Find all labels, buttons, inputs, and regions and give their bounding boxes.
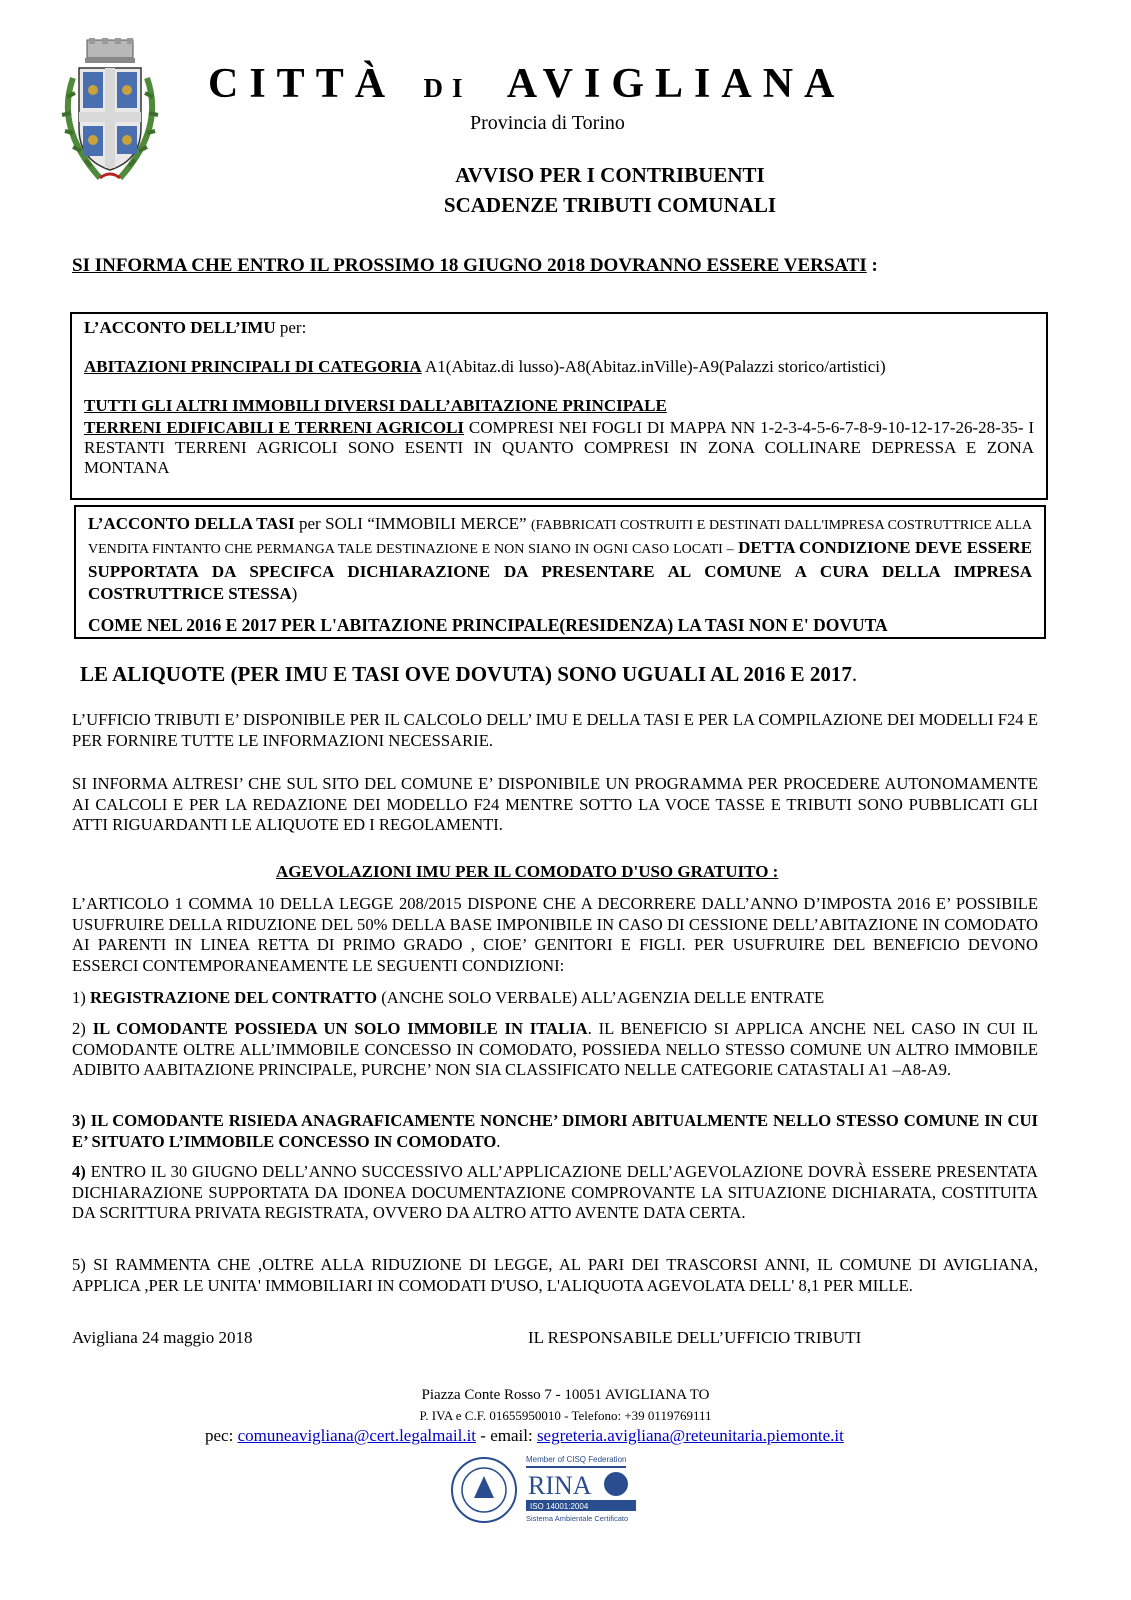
- aliquote-text: LE ALIQUOTE (PER IMU E TASI OVE DOVUTA) SONO UGUALI AL 2016 E 2017: [80, 662, 852, 686]
- imu-intro-per: per:: [279, 318, 307, 337]
- cert-rina-text: RINA: [528, 1471, 592, 1500]
- certification-logos: [450, 1450, 690, 1528]
- inform-line-text: SI INFORMA CHE ENTRO IL PROSSIMO 18 GIUGNO 2018 DOVRANNO ESSERE VERSATI: [72, 255, 867, 276]
- email-link[interactable]: segreteria.avigliana@reteunitaria.piemonte.it: [536, 1426, 844, 1445]
- site-paragraph: SI INFORMA ALTRESI’ CHE SUL SITO DEL COMUNE E’ DISPONIBILE UN PROGRAMMA PER PROCEDERE AUTONOMAMENTE AI CALCOLI E PER LA REDAZIONE DEI MODELLO F24 MENTRE SOTTO LA VOCE TASSE E TRIBUTI SONO PUBBLICATI GLI ATTI RIGUARDANTI LE ALIQUOTE ED I REGOLAMENTI.: [72, 774, 1038, 834]
- office-paragraph: L’UFFICIO TRIBUTI E’ DISPONIBILE PER IL CALCOLO DELL’ IMU E DELLA TASI E PER LA COMPILAZIONE DEI MODELLI F24 E PER FORNIRE TUTTE LE INFORMAZIONI NECESSARIE.: [72, 710, 1038, 750]
- email-label: email:: [490, 1426, 533, 1445]
- condition-1: [72, 988, 1038, 1009]
- notice-title: [300, 160, 920, 220]
- condition-4-text: ENTRO IL 30 GIUGNO DELL’ANNO SUCCESSIVO ALL’APPLICAZIONE DELL’AGEVOLAZIONE DOVRÀ ESSERE PRESENTATA DICHIARAZIONE SUPPORTATA DA IDONEA DOCUMENTAZIONE COMPROVANTE LA SITUAZIONE DICHIARATA, COSTITUITA DA SCRITTURA PRIVATA REGISTRATA, OVVERO DA ALTRO ATTO AVENTE DATA CERTA.: [72, 1162, 1039, 1222]
- imu-intro: L’ACCONTO DELL’IMU: [84, 318, 276, 337]
- imu-category-label: ABITAZIONI PRINCIPALI DI CATEGORIA: [84, 357, 422, 376]
- footer-contacts: [205, 1426, 1005, 1446]
- condition-2-text: . IL BENEFICIO SI APPLICA ANCHE NEL CASO IN CUI IL COMODANTE OLTRE ALL’IMMOBILE CONCESSO IN COMODATO, POSSIEDA NELLO STESSO COMUNE UN ALTRO IMMOBILE ADIBITO AABITAZIONE PRINCIPALE, PURCHE’ NON SIA CLASSIFICATO NELLE CATEGORIE CATASTALI A1 –A8-A9.: [72, 1019, 1038, 1079]
- contact-separator: -: [480, 1426, 486, 1445]
- tasi-box: [74, 505, 1046, 639]
- cert-member-text: Member of CISQ Federation: [526, 1455, 627, 1464]
- imu-land-text: COMPRESI NEI FOGLI DI MAPPA NN 1-2-3-4-5-6-7-8-9-10-12-17-26-28-35- I RESTANTI TERRENI AGRICOLI SONO ESENTI IN QUANTO COMPRESI IN ZONA COLLINARE DEPRESSA E ZONA MONTANA: [84, 418, 1035, 477]
- imu-land-label: TERRENI EDIFICABILI E TERRENI AGRICOLI: [84, 418, 465, 437]
- footer-responsible: IL RESPONSABILE DELL’UFFICIO TRIBUTI: [528, 1328, 862, 1347]
- pec-email-link[interactable]: comuneavigliana@cert.legalmail.it: [237, 1426, 477, 1445]
- inform-line-colon: :: [871, 255, 878, 276]
- footer-vat: P. IVA e C.F. 01655950010 - Telefono: +39 0119769111: [419, 1408, 712, 1423]
- pec-label: pec:: [205, 1426, 234, 1445]
- condition-3-bold: IL COMODANTE RISIEDA ANAGRAFICAMENTE NONCHE’ DIMORI ABITUALMENTE NELLO STESSO COMUNE IN CUI E’ SITUATO L’IMMOBILE CONCESSO IN COMODATO: [72, 1111, 1038, 1151]
- tasi-intro-rest: per SOLI “IMMOBILI MERCE”: [299, 514, 527, 533]
- footer-date: Avigliana 24 maggio 2018: [72, 1328, 253, 1347]
- city-title: [208, 60, 908, 108]
- rina-seal-icon: [452, 1458, 516, 1522]
- condition-1-num: 1): [72, 988, 86, 1007]
- condition-3-text: .: [496, 1131, 501, 1151]
- condition-1-bold: REGISTRAZIONE DEL CONTRATTO: [89, 988, 378, 1007]
- condition-2: [72, 1019, 1038, 1081]
- city-prefix: CITTÀ: [208, 61, 397, 107]
- imu-category-text: A1(Abitaz.di lusso)-A8(Abitaz.inVille)-A9(Palazzi storico/artistici): [425, 357, 886, 376]
- notice-title-line2: SCADENZE TRIBUTI COMUNALI: [443, 193, 777, 217]
- city-crest: [55, 38, 165, 188]
- agevolazioni-intro: L’ARTICOLO 1 COMMA 10 DELLA LEGGE 208/2015 DISPONE CHE A DECORRERE DALL’ANNO D’IMPOSTA 2016 E’ POSSIBILE USUFRUIRE DELLA RIDUZIONE DEL 50% DELLA BASE IMPONIBILE IN CASO DI CESSIONE DELL’ABITAZIONE IN COMODATO AI PARENTI IN LINEA RETTA DI PRIMO GRADO , CIOE’ GENITORI E FIGLI. PER USUFRUIRE DEL BENEFICIO DEVONO ESSERCI CONTEMPORANEAMENTE LE SEGUENTI CONDIZIONI:: [72, 894, 1038, 975]
- notice-title-line1: AVVISO PER I CONTRIBUENTI: [455, 163, 765, 187]
- tasi-condition: DETTA CONDIZIONE DEVE ESSERE SUPPORTATA DA SPECIFCA DICHIARAZIONE DA PRESENTARE AL COMUNE A CURA DELLA IMPRESA COSTRUTTRICE STESSA: [88, 538, 1033, 603]
- tasi-residence-line: COME NEL 2016 E 2017 PER L'ABITAZIONE PRINCIPALE(RESIDENZA) LA TASI NON E' DOVUTA: [88, 615, 888, 635]
- condition-2-bold: IL COMODANTE POSSIEDA UN SOLO IMMOBILE IN ITALIA: [92, 1019, 588, 1038]
- condition-3-num: 3): [72, 1111, 86, 1130]
- aliquote-dot: .: [851, 662, 858, 686]
- imu-box: [70, 312, 1048, 500]
- tasi-paren-text: (FABBRICATI COSTRUITI E DESTINATI DALL'IMPRESA COSTRUTTRICE ALLA VENDITA FINTANTO CHE PERMANGA TALE DESTINAZIONE E NON SIANO IN OGNI CASO LOCATI –: [88, 518, 1033, 557]
- condition-3: [72, 1111, 1038, 1152]
- cert-iso-text: ISO 14001:2004: [530, 1502, 589, 1511]
- inform-line: [72, 255, 1062, 277]
- rina-logo-icon: [526, 1455, 636, 1523]
- condition-5: 5) SI RAMMENTA CHE ,OLTRE ALLA RIDUZIONE DI LEGGE, AL PARI DEI TRASCORSI ANNI, IL COMUNE DI AVIGLIANA, APPLICA ,PER LE UNITA' IMMOBILIARI IN COMODATI D'USO, L'ALIQUOTA AGEVOLATA DELL' 8,1 PER MILLE.: [72, 1255, 1038, 1295]
- city-name: AVIGLIANA: [506, 61, 846, 107]
- agevolazioni-title: AGEVOLAZIONI IMU PER IL COMODATO D'USO GRATUITO :: [276, 862, 779, 881]
- imu-other-buildings: TUTTI GLI ALTRI IMMOBILI DIVERSI DALL’ABITAZIONE PRINCIPALE: [84, 396, 667, 415]
- condition-4: [72, 1162, 1038, 1224]
- footer-address: Piazza Conte Rosso 7 - 10051 AVIGLIANA TO: [421, 1387, 710, 1403]
- province: Provincia di Torino: [470, 112, 625, 134]
- condition-2-num: 2): [72, 1019, 86, 1038]
- condition-4-num: 4): [72, 1162, 86, 1181]
- city-di: DI: [423, 73, 472, 103]
- cert-system-text: Sistema Ambientale Certificato: [526, 1514, 629, 1523]
- aliquote-line: [80, 662, 1050, 687]
- condition-1-text: (ANCHE SOLO VERBALE) ALL’AGENZIA DELLE ENTRATE: [381, 988, 825, 1007]
- tasi-close-paren: ): [291, 584, 298, 603]
- tasi-intro: L’ACCONTO DELLA TASI: [88, 514, 295, 533]
